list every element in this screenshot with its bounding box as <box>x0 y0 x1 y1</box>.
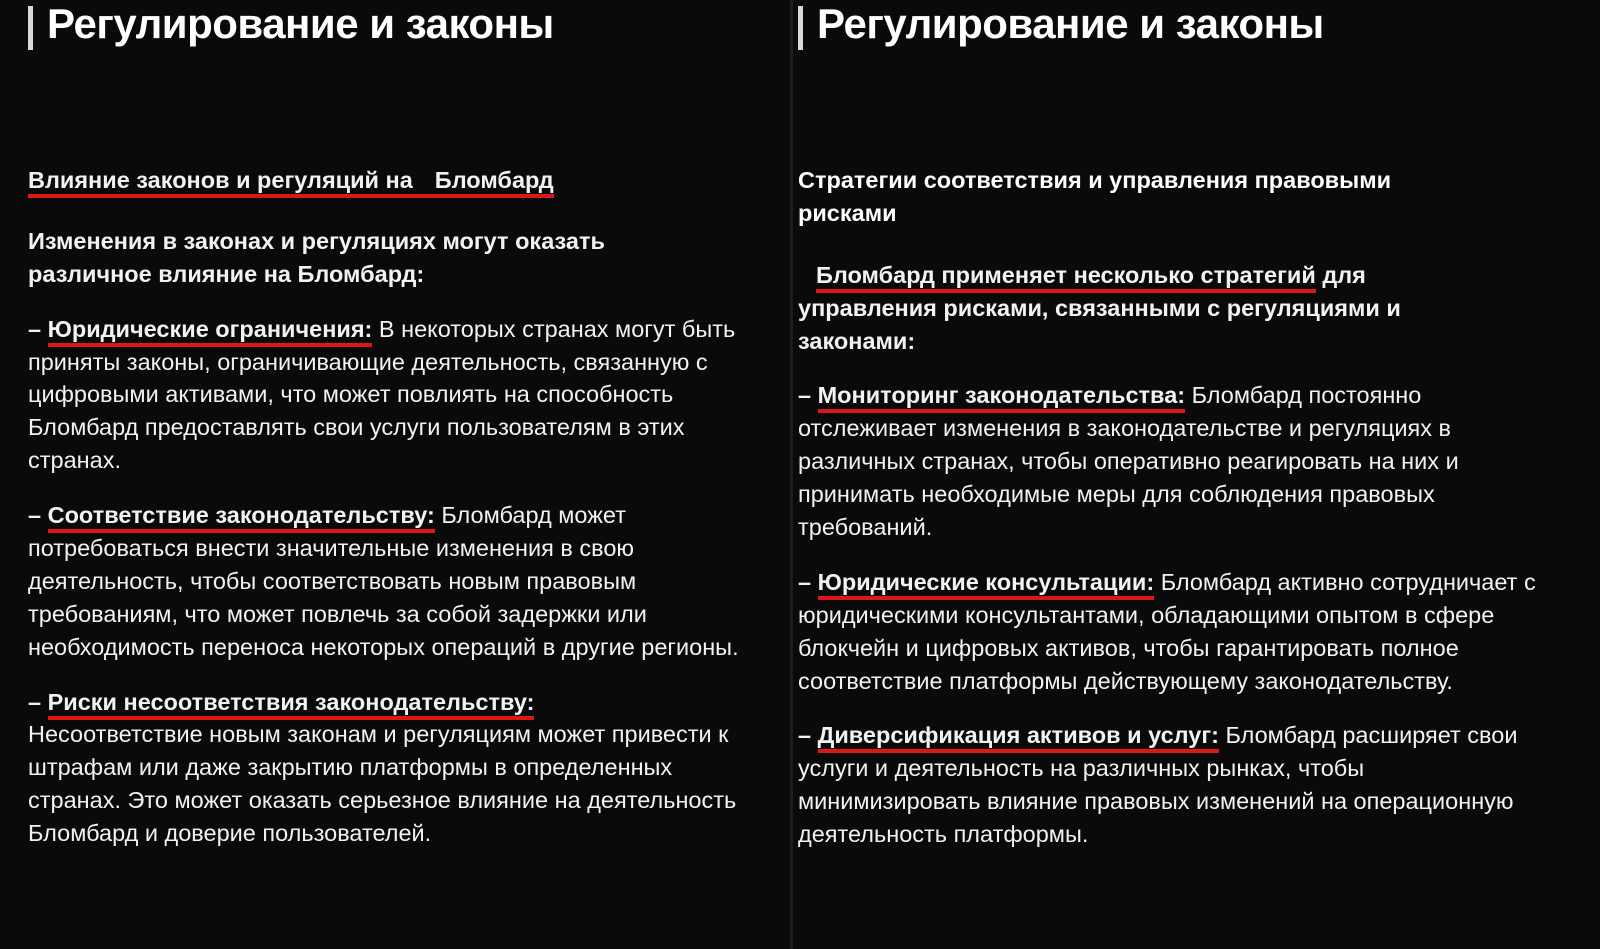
right-intro-gap <box>790 357 1540 379</box>
right-heading-gap <box>790 72 1540 164</box>
left-intro-gap <box>28 291 750 313</box>
right-intro-line-1 <box>798 259 1540 292</box>
left-heading-gap <box>28 72 750 164</box>
right-item-2 <box>790 566 1540 698</box>
left-gap-2 <box>28 664 750 686</box>
left-item-2-text: Бломбард может потребоваться внести значительные изменения в свою деятельность, чтобы соответствовать новым правовым требованиям, что может повлечь за собой задержки или необходимость переноса некоторых операций в другие регионы. <box>28 502 739 660</box>
right-item-3-dash: – <box>798 722 812 749</box>
right-item-3 <box>790 719 1540 851</box>
left-item-3-dash: – <box>28 688 42 715</box>
left-item-3 <box>28 686 750 850</box>
left-gap-1 <box>28 477 750 499</box>
right-item-1-text: Бломбард постоянно отслеживает изменения в законодательстве и регуляциях в различных странах, чтобы оперативно реагировать на них и принимать необходимые меры для соблюдения правовых требований. <box>798 382 1459 540</box>
left-heading-text: Регулирование и законы <box>47 0 554 47</box>
left-section-title-brand: Бломбард <box>434 167 554 193</box>
right-intro-line-3: законами: <box>798 327 916 354</box>
right-intro-underlined: Бломбард применяет несколько стратегий <box>816 262 1316 293</box>
left-item-1-text: В некоторых странах могут быть приняты законы, ограничивающие деятельность, связанную с цифровыми активами, что может повлиять на способность Бломбард предоставлять свои услуги пользователям в этих странах. <box>28 315 736 474</box>
left-section-title-text <box>28 167 554 198</box>
right-title-gap <box>790 231 1540 259</box>
left-intro <box>28 225 750 291</box>
right-item-2-dash: – <box>798 568 812 595</box>
right-intro-line-2: управления рисками, связанными с регуляциями и <box>798 294 1401 321</box>
left-item-3-term: Риски несоответствия законодательству: <box>48 689 535 720</box>
left-item-2-term: Соответствие законодательству: <box>48 502 435 533</box>
left-item-2 <box>28 499 750 663</box>
right-item-2-text: Бломбард активно сотрудничает с юридическими консультантами, обладающими опытом в сфере блокчейн и цифровых активов, чтобы гарантировать полное соответствие платформы действующему законодательству. <box>798 568 1536 694</box>
left-item-1-dash: – <box>28 315 42 342</box>
left-heading <box>28 2 750 72</box>
heading-accent-bar <box>798 6 803 50</box>
right-item-1-term: Мониторинг законодательства: <box>818 382 1185 413</box>
heading-accent-bar <box>28 6 33 50</box>
right-heading <box>790 2 1540 72</box>
right-column <box>790 0 1600 949</box>
left-item-1 <box>28 313 750 477</box>
right-gap-1 <box>790 544 1540 566</box>
left-section-title-prefix: Влияние законов и регуляций на <box>28 167 413 193</box>
right-item-3-term: Диверсификация активов и услуг: <box>818 722 1219 753</box>
left-intro-line-2: различное влияние на Бломбард: <box>28 260 425 287</box>
right-item-2-term: Юридические консультации: <box>818 569 1155 600</box>
right-gap-2 <box>790 697 1540 719</box>
right-intro-rest: для <box>1315 261 1366 288</box>
right-section-title-line-1: Стратегии соответствия и управления правовыми <box>798 167 1392 193</box>
left-column <box>0 0 790 949</box>
left-intro-line-1: Изменения в законах и регуляциях могут оказать <box>28 227 605 254</box>
right-heading-text: Регулирование и законы <box>817 0 1324 47</box>
right-item-1 <box>790 379 1540 543</box>
left-title-gap <box>28 197 750 225</box>
right-section-title <box>790 164 1540 231</box>
left-item-3-text: Несоответствие новым законам и регуляциям может привести к штрафам или даже закрытию платформы в определенных странах. Это может оказать серьезное влияние на деятельность Бломбард и доверие пользователей. <box>28 721 737 847</box>
right-item-3-text: Бломбард расширяет свои услуги и деятельность на различных рынках, чтобы минимизировать влияние правовых изменений на операционную деятельность платформы. <box>798 722 1518 848</box>
right-section-title-line-2: рисками <box>798 200 897 227</box>
left-section-title <box>28 164 750 197</box>
left-item-1-term: Юридические ограничения: <box>48 316 373 347</box>
left-item-2-dash: – <box>28 502 42 529</box>
right-item-1-dash: – <box>798 382 812 409</box>
right-intro <box>790 259 1540 358</box>
